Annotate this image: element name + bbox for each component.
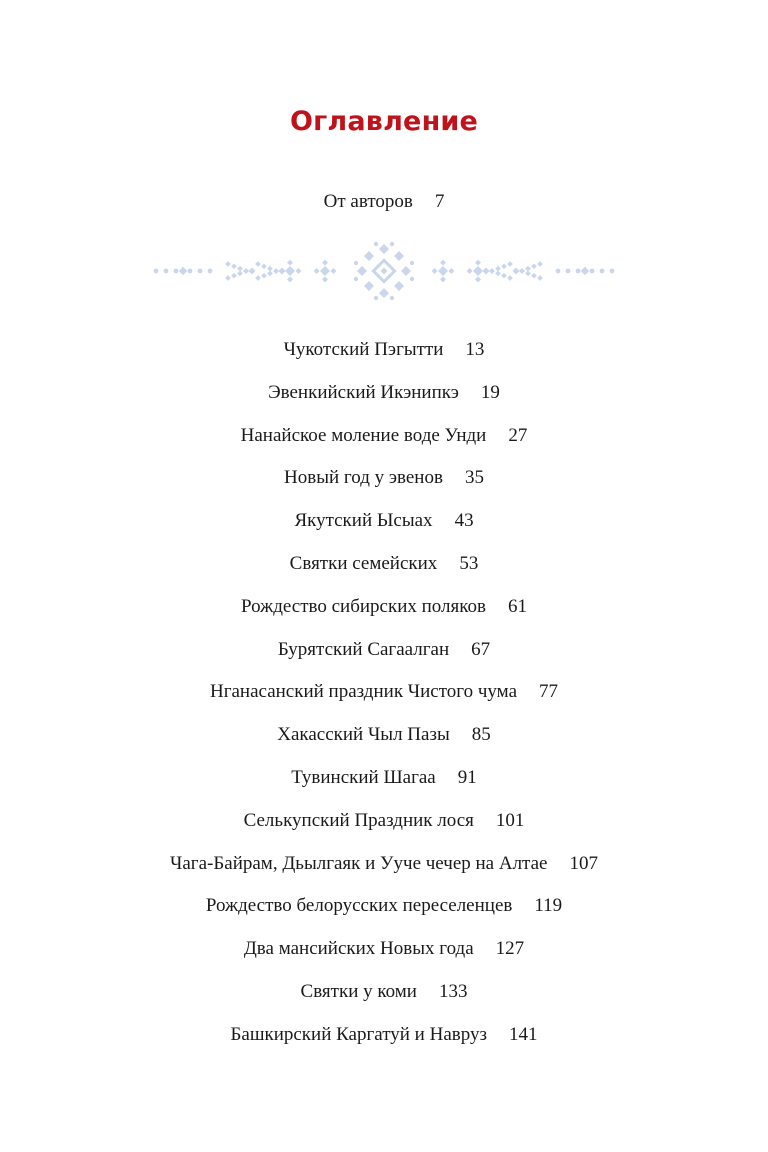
toc-entry[interactable] xyxy=(0,938,768,960)
toc-entry-page: 107 xyxy=(569,852,598,874)
toc-entry-page: 141 xyxy=(508,1023,538,1045)
toc-entry-title: Рождество сибирских поляков xyxy=(240,595,487,617)
toc-entry-page: 61 xyxy=(508,595,528,617)
toc-entry-preface[interactable] xyxy=(0,191,768,213)
toc-entry-page: 13 xyxy=(465,339,485,360)
toc-entry[interactable] xyxy=(0,810,768,832)
toc-entry-page: 77 xyxy=(539,681,558,703)
toc-entry-page: 127 xyxy=(495,938,525,960)
toc-entry-page: 43 xyxy=(454,510,474,532)
toc-entry[interactable] xyxy=(0,1024,768,1046)
toc-entry-title: Нанайское моление воде Унди xyxy=(240,424,487,446)
toc-entry[interactable] xyxy=(0,510,768,532)
toc-entry[interactable] xyxy=(0,339,768,361)
toc-entry[interactable] xyxy=(0,767,768,789)
embroidery-pattern-icon xyxy=(150,240,618,302)
toc-entry-title: От авторов xyxy=(323,191,413,212)
toc-entry-title: Нганасанский праздник Чистого чума xyxy=(209,681,517,703)
toc-entry-page: 91 xyxy=(457,767,477,788)
page-title: Оглавление xyxy=(289,106,479,138)
toc-entry-page: 119 xyxy=(534,895,563,917)
toc-entry-title: Чага-Байрам, Дьылгаяк и Ууче чечер на Алтае xyxy=(170,852,548,874)
toc-entry[interactable] xyxy=(0,724,768,746)
toc-entry-title: Святки у коми xyxy=(300,981,417,1002)
toc-entry[interactable] xyxy=(0,553,768,575)
toc-entry-title: Новый год у эвенов xyxy=(284,467,443,489)
toc-entry-page: 85 xyxy=(471,724,491,746)
toc-entry-title: Якутский Ысыах xyxy=(294,510,433,532)
toc-entry-page: 53 xyxy=(459,553,479,574)
toc-entry-title: Два мансийских Новых года xyxy=(243,938,474,960)
toc-entry-page: 35 xyxy=(464,467,484,489)
toc-entry-title: Чукотский Пэгытти xyxy=(283,339,444,360)
toc-entry-page: 27 xyxy=(508,424,528,446)
toc-entry[interactable] xyxy=(0,853,768,875)
toc-entry-title: Эвенкийский Икэнипкэ xyxy=(268,381,459,403)
toc-entry[interactable] xyxy=(0,596,768,618)
toc-entry[interactable] xyxy=(0,681,768,703)
toc-entry[interactable] xyxy=(0,981,768,1003)
toc-entry[interactable] xyxy=(0,639,768,661)
toc-entry-title: Бурятский Сагаалган xyxy=(277,638,450,660)
toc-entry[interactable] xyxy=(0,425,768,447)
toc-entry[interactable] xyxy=(0,467,768,489)
toc-entry-title: Башкирский Каргатуй и Навруз xyxy=(230,1023,487,1045)
toc-entry-title: Рождество белорусских переселенцев xyxy=(205,895,513,917)
toc-entry-title: Хакасский Чыл Пазы xyxy=(277,724,450,746)
toc-entry[interactable] xyxy=(0,382,768,404)
toc-entry-page: 101 xyxy=(495,809,525,831)
toc-entry-title: Святки семейских xyxy=(289,553,438,574)
toc-entry-page: 7 xyxy=(434,191,445,212)
toc-entry-page: 67 xyxy=(471,638,491,660)
toc-entry-page: 133 xyxy=(438,981,468,1002)
toc-entry-title: Селькупский Праздник лося xyxy=(243,809,474,831)
toc-entry-page: 19 xyxy=(480,381,500,403)
toc-entry[interactable] xyxy=(0,895,768,917)
toc-entry-title: Тувинский Шагаа xyxy=(291,767,436,788)
